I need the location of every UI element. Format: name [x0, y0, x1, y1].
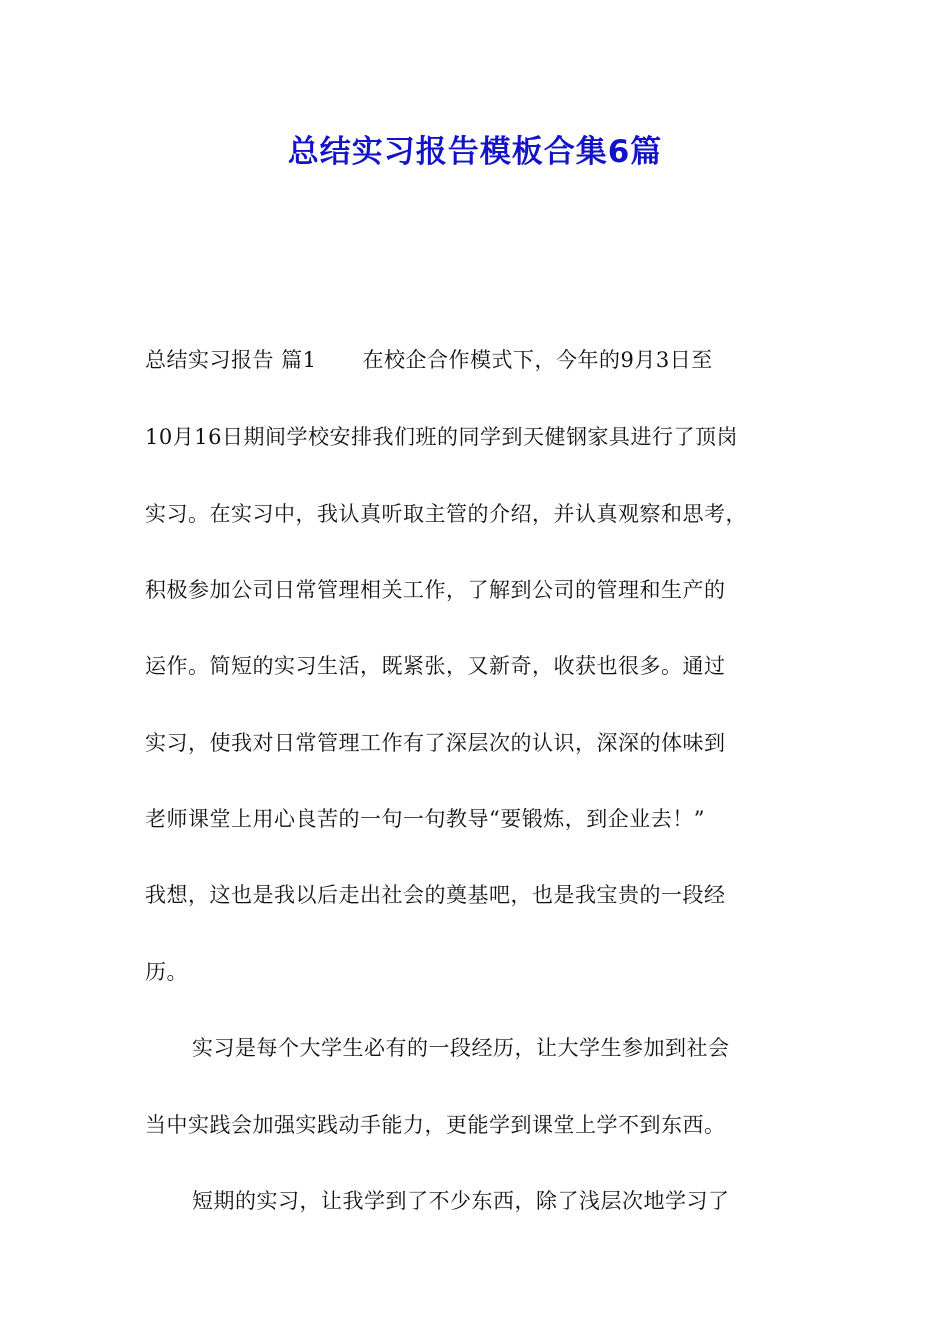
- paragraph-line: 积极参加公司日常管理相关工作，了解到公司的管理和生产的: [145, 578, 726, 602]
- paragraph-text: 在校企合作模式下，今年的9月3日至: [362, 348, 713, 372]
- document-title: 总结实习报告模板合集6篇: [287, 134, 663, 170]
- paragraph-line: [145, 344, 713, 376]
- paragraph-line: 历。: [145, 960, 188, 984]
- paragraph-line: 实习是每个大学生必有的一段经历，让大学生参加到社会: [192, 1036, 730, 1060]
- paragraph-line: 老师课堂上用心良苦的一句一句教导“要锻炼，到企业去！”: [145, 807, 705, 831]
- section-heading: 总结实习报告 篇1: [145, 348, 317, 372]
- paragraph-line: 实习，使我对日常管理工作有了深层次的认识，深深的体味到: [145, 731, 726, 755]
- paragraph-line: 10月16日期间学校安排我们班的同学到天健钢家具进行了顶岗: [145, 425, 738, 449]
- paragraph-line: 实习。在实习中，我认真听取主管的介绍，并认真观察和思考，: [145, 502, 747, 526]
- paragraph-line: 运作。简短的实习生活，既紧张，又新奇，收获也很多。通过: [145, 654, 726, 678]
- paragraph-line: 当中实践会加强实践动手能力，更能学到课堂上学不到东西。: [145, 1113, 726, 1137]
- paragraph-line: 短期的实习，让我学到了不少东西，除了浅层次地学习了: [192, 1189, 730, 1213]
- paragraph-line: 我想，这也是我以后走出社会的奠基吧，也是我宝贵的一段经: [145, 883, 726, 907]
